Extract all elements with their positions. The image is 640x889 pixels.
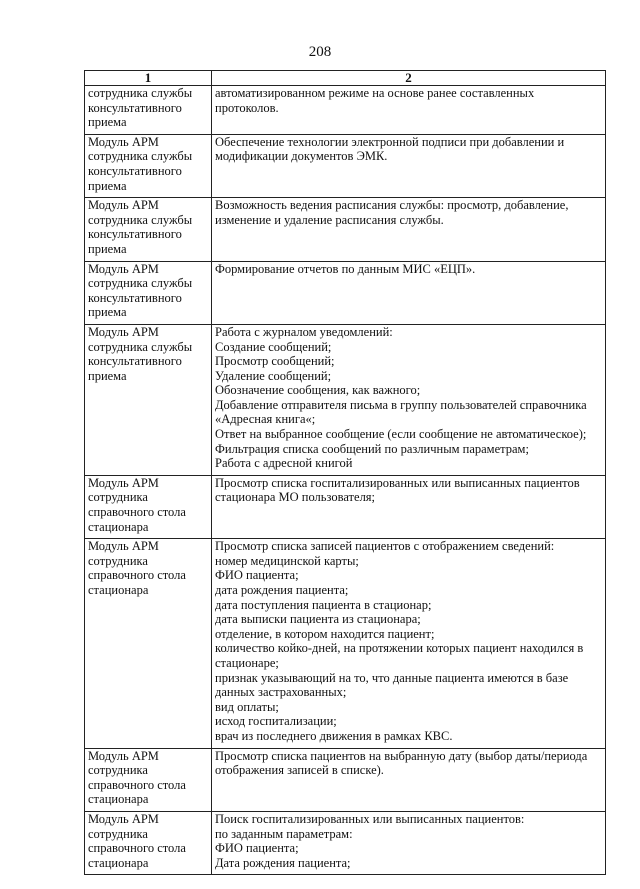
cell-text-line: Модуль АРМ xyxy=(88,539,159,554)
cell-text-line: сотрудника службы xyxy=(88,276,193,291)
cell-text-line: врач из последнего движения в рамках КВС. xyxy=(215,728,453,743)
cell-text-line: сотрудника службы xyxy=(88,212,193,227)
cell-text-line: ФИО пациента; xyxy=(215,568,299,583)
function-description-cell xyxy=(212,475,606,538)
cell-text-line: Модуль АРМ xyxy=(88,475,159,490)
cell-text-line: справочного стола xyxy=(88,568,186,583)
module-name-cell xyxy=(85,475,212,538)
cell-text-line: Работа с адресной книгой xyxy=(215,456,353,471)
cell-text-line: приема xyxy=(88,305,127,320)
cell-text-line: Добавление отправителя письма в группу пользователей справочника xyxy=(215,397,587,412)
cell-text-line: дата поступления пациента в стационар; xyxy=(215,597,432,612)
table-row xyxy=(85,324,606,475)
module-name-cell xyxy=(85,539,212,748)
cell-text-line: Создание сообщений; xyxy=(215,339,332,354)
cell-text-line: вид оплаты; xyxy=(215,699,279,714)
cell-text-line: Фильтрация списка сообщений по различным параметрам; xyxy=(215,441,529,456)
function-description-cell xyxy=(212,134,606,197)
function-description-cell xyxy=(212,86,606,135)
cell-text-line: Дата рождения пациента; xyxy=(215,855,351,870)
module-name-cell xyxy=(85,198,212,261)
module-name-cell xyxy=(85,748,212,811)
module-name-cell xyxy=(85,261,212,324)
cell-text-line: Обеспечение технологии электронной подписи при добавлении и xyxy=(215,134,565,149)
table-row xyxy=(85,811,606,874)
cell-text-line: приема xyxy=(88,241,127,256)
cell-text-line: признак указывающий на то, что данные пациента имеются в базе xyxy=(215,670,569,685)
requirements-table xyxy=(84,70,606,875)
cell-text-line: Просмотр сообщений; xyxy=(215,354,335,369)
table-row xyxy=(85,539,606,748)
cell-text-line: Удаление сообщений; xyxy=(215,368,332,383)
cell-text-line: стационара xyxy=(88,855,149,870)
cell-text-line: Просмотр списка пациентов на выбранную дату (выбор даты/периода xyxy=(215,748,588,763)
cell-text-line: «Адресная книга«; xyxy=(215,412,316,427)
cell-text-line: справочного стола xyxy=(88,777,186,792)
cell-text-line: исход госпитализации; xyxy=(215,714,337,729)
function-description-cell xyxy=(212,198,606,261)
page-number: 208 xyxy=(308,44,332,60)
cell-text-line: сотрудника службы xyxy=(88,149,193,164)
cell-text-line: сотрудника xyxy=(88,490,148,505)
cell-text-line: Модуль АРМ xyxy=(88,748,159,763)
cell-text-line: отображения записей в списке). xyxy=(215,763,384,778)
cell-text-line: Модуль АРМ xyxy=(88,134,159,149)
cell-text-line: сотрудника xyxy=(88,826,148,841)
cell-text-line: отделение, в котором находится пациент; xyxy=(215,626,435,641)
cell-text-line: консультативного xyxy=(88,227,182,242)
cell-text-line: Модуль АРМ xyxy=(88,811,159,826)
module-name-cell xyxy=(85,324,212,475)
cell-text-line: сотрудника xyxy=(88,763,148,778)
cell-text-line: по заданным параметрам: xyxy=(215,826,353,841)
cell-text-line: консультативного xyxy=(88,100,182,115)
cell-text-line: дата выписки пациента из стационара; xyxy=(215,612,421,627)
cell-text-line: Модуль АРМ xyxy=(88,324,159,339)
column-header-1: 1 xyxy=(85,71,212,86)
cell-text-line: консультативного xyxy=(88,163,182,178)
cell-text-line: автоматизированном режиме на основе ранее составленных xyxy=(215,86,535,100)
table-row xyxy=(85,261,606,324)
cell-text-line: Ответ на выбранное сообщение (если сообщение не автоматическое); xyxy=(215,427,587,442)
function-description-cell xyxy=(212,748,606,811)
function-description-cell xyxy=(212,811,606,874)
cell-text-line: Модуль АРМ xyxy=(88,261,159,276)
table-row xyxy=(85,475,606,538)
cell-text-line: Работа с журналом уведомлений: xyxy=(215,324,393,339)
cell-text-line: сотрудника службы xyxy=(88,86,193,100)
cell-text-line: приема xyxy=(88,115,127,130)
module-name-cell xyxy=(85,134,212,197)
table-row xyxy=(85,748,606,811)
cell-text-line: консультативного xyxy=(88,290,182,305)
cell-text-line: количество койко-дней, на протяжении которых пациент находился в xyxy=(215,641,584,656)
cell-text-line: Возможность ведения расписания службы: просмотр, добавление, xyxy=(215,198,569,213)
cell-text-line: консультативного xyxy=(88,354,182,369)
cell-text-line: Поиск госпитализированных или выписанных пациентов: xyxy=(215,811,525,826)
column-header-2: 2 xyxy=(212,71,606,86)
cell-text-line: стационара МО пользователя; xyxy=(215,490,376,505)
table-row xyxy=(85,86,606,135)
function-description-cell xyxy=(212,261,606,324)
cell-text-line: модификации документов ЭМК. xyxy=(215,149,388,164)
cell-text-line: Модуль АРМ xyxy=(88,198,159,213)
cell-text-line: Формирование отчетов по данным МИС «ЕЦП». xyxy=(215,261,476,276)
cell-text-line: сотрудника xyxy=(88,553,148,568)
cell-text-line: Обозначение сообщения, как важного; xyxy=(215,383,421,398)
cell-text-line: Просмотр списка записей пациентов с отображением сведений: xyxy=(215,539,555,554)
cell-text-line: стационара xyxy=(88,519,149,534)
cell-text-line: дата рождения пациента; xyxy=(215,583,349,597)
cell-text-line: справочного стола xyxy=(88,505,186,520)
function-description-cell xyxy=(212,324,606,475)
cell-text-line: ФИО пациента; xyxy=(215,841,299,856)
cell-text-line: изменение и удаление расписания службы. xyxy=(215,212,444,227)
cell-text-line: справочного стола xyxy=(88,841,186,856)
cell-text-line: приема xyxy=(88,178,127,193)
table-row xyxy=(85,134,606,197)
cell-text-line: стационара xyxy=(88,583,149,597)
function-description-cell xyxy=(212,539,606,748)
table-row xyxy=(85,198,606,261)
cell-text-line: номер медицинской карты; xyxy=(215,553,359,568)
cell-text-line: Просмотр списка госпитализированных или выписанных пациентов xyxy=(215,475,580,490)
cell-text-line: приема xyxy=(88,368,127,383)
cell-text-line: протоколов. xyxy=(215,100,279,115)
cell-text-line: данных застрахованных; xyxy=(215,685,347,700)
cell-text-line: стационаре; xyxy=(215,655,279,670)
cell-text-line: сотрудника службы xyxy=(88,339,193,354)
module-name-cell xyxy=(85,811,212,874)
cell-text-line: стационара xyxy=(88,792,149,807)
module-name-cell xyxy=(85,86,212,135)
table-header-row xyxy=(85,71,606,86)
